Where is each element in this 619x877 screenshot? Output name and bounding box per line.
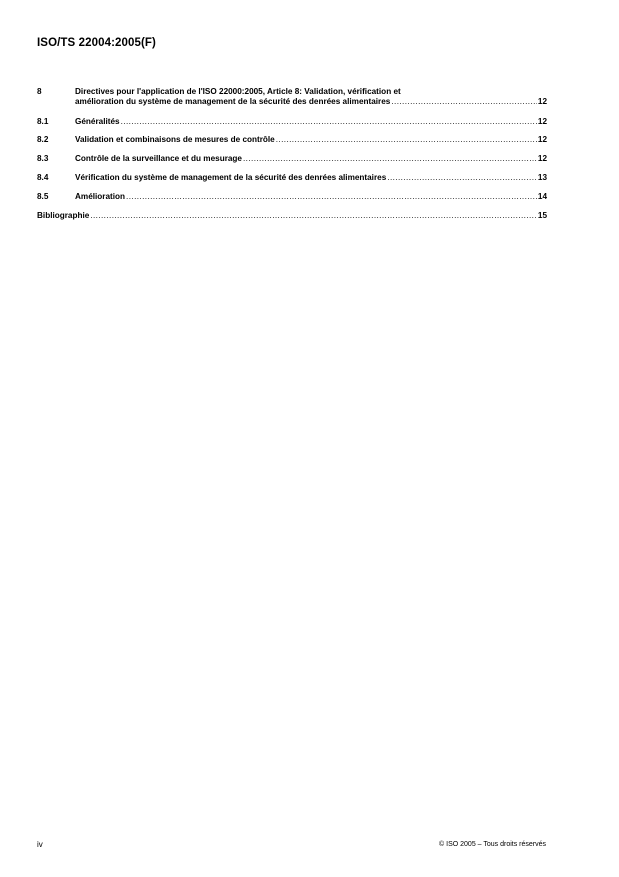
toc-entry-page: 12 [537,135,547,145]
toc-entry-8-3[interactable] [37,154,547,164]
toc-entry-title: Bibliographie [37,210,90,220]
toc-dot-leader [391,97,537,107]
toc-entry-number: 8.2 [37,135,49,145]
toc-entry-page: 14 [537,191,547,201]
toc-entry-page: 15 [537,210,547,220]
toc-entry-title: Généralités [75,116,120,126]
toc-entry-page: 12 [537,97,547,107]
toc-entry-number: 8 [37,87,42,96]
toc-entry-bibliographie[interactable] [37,211,547,221]
toc-entry-title-line-1: Directives pour l'application de l'ISO 22000:2005, Article 8: Validation, vérification et [75,87,401,96]
table-of-contents [37,87,547,229]
toc-dot-leader [90,211,537,221]
footer-page-number: iv [37,840,43,849]
toc-entry-title: Contrôle de la surveillance et du mesurage [75,154,242,164]
toc-entry-title: Amélioration [75,191,126,201]
toc-entry-number: 8.3 [37,154,49,164]
toc-entry-8[interactable] [37,87,547,108]
toc-entry-title: Vérification du système de management de la sécurité des denrées alimentaires [75,173,387,182]
document-header-title: ISO/TS 22004:2005(F) [37,37,156,49]
toc-entry-8-1[interactable] [37,117,547,127]
toc-entry-8-4[interactable] [37,173,547,183]
toc-entry-page: 13 [537,173,547,182]
toc-entry-page: 12 [537,154,547,164]
toc-entry-number: 8.4 [37,173,49,182]
toc-dot-leader [126,192,537,202]
toc-dot-leader [387,173,537,183]
toc-entry-page: 12 [537,116,547,126]
toc-entry-title-line-2: amélioration du système de management de la sécurité des denrées alimentaires [75,97,391,107]
toc-dot-leader [243,154,537,164]
toc-dot-leader [121,117,537,127]
toc-dot-leader [276,135,537,145]
toc-entry-number: 8.5 [37,191,49,201]
toc-entry-number: 8.1 [37,116,49,126]
toc-entry-8-5[interactable] [37,192,547,202]
footer-copyright: © ISO 2005 – Tous droits réservés [439,841,546,848]
toc-entry-8-2[interactable] [37,135,547,145]
toc-entry-title: Validation et combinaisons de mesures de contrôle [75,135,275,145]
